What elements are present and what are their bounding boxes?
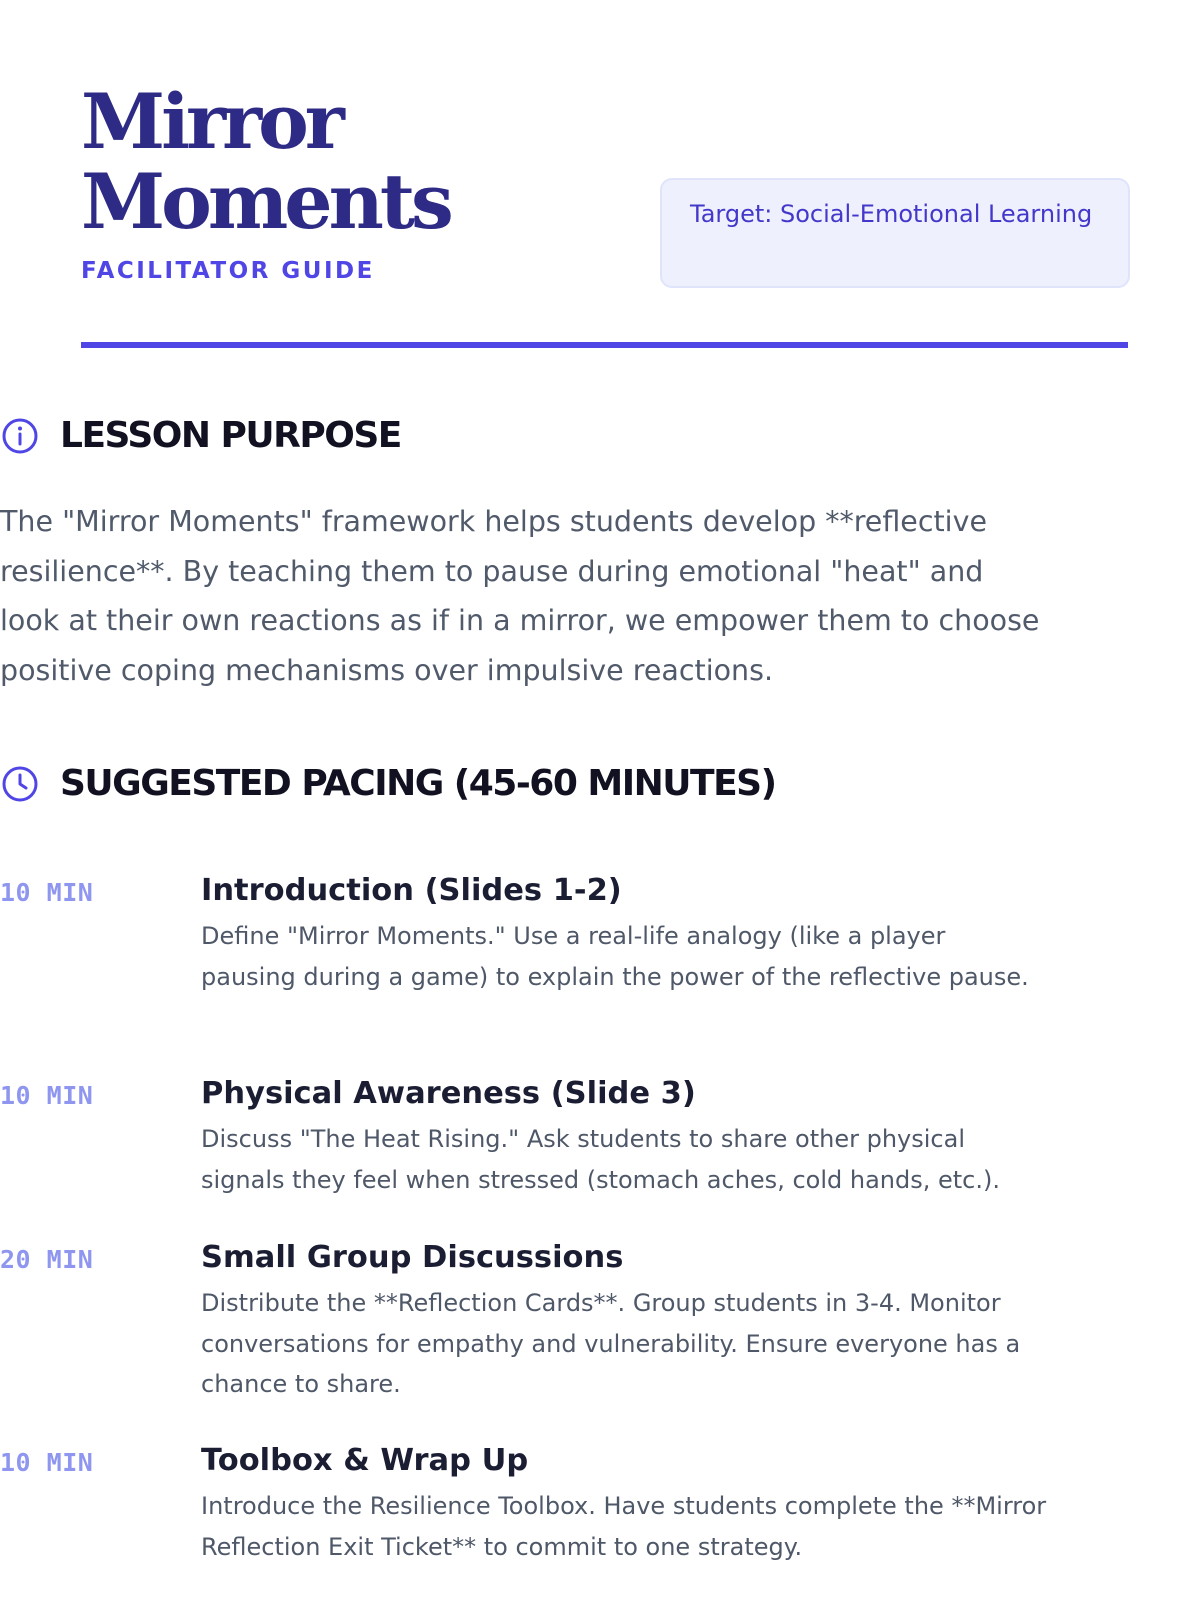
lesson-purpose-text: The "Mirror Moments" framework helps students develop **reflective resilience**. By teaching them to pause during emotional "heat" and look at their own reactions as if in a mirror, we empower them to choose positive coping mechanisms over impulsive reactions. <box>0 505 1040 687</box>
pacing-title: SUGGESTED PACING (45-60 MINUTES) <box>60 763 776 804</box>
pacing-body <box>201 1073 1047 1200</box>
pacing-heading <box>0 763 776 804</box>
info-circle-icon <box>0 416 40 456</box>
pacing-body <box>201 870 1047 997</box>
pacing-body <box>201 1440 1047 1567</box>
pacing-time: 20 MIN <box>0 1245 94 1274</box>
header-divider <box>81 342 1128 348</box>
pacing-item-description: Introduce the Resilience Toolbox. Have students complete the **Mirror Reflection Exit Ticket** to commit to one strategy. <box>201 1492 1047 1561</box>
guide-subtitle: FACILITATOR GUIDE <box>81 258 375 284</box>
clock-icon <box>0 764 40 804</box>
pacing-item-title: Physical Awareness (Slide 3) <box>201 1076 696 1111</box>
target-badge: Target: Social-Emotional Learning <box>660 178 1130 288</box>
pacing-time: 10 MIN <box>0 1081 94 1110</box>
pacing-item-title: Toolbox & Wrap Up <box>201 1443 529 1478</box>
guide-title <box>81 77 450 246</box>
pacing-item-title: Introduction (Slides 1-2) <box>201 873 622 908</box>
title-line-1: Mirror <box>81 77 341 166</box>
pacing-time: 10 MIN <box>0 878 94 907</box>
lesson-purpose-heading <box>0 415 401 456</box>
guide-header <box>81 0 1119 350</box>
title-line-2: Moments <box>81 157 450 246</box>
pacing-body <box>201 1237 1047 1405</box>
pacing-item-title: Small Group Discussions <box>201 1240 624 1275</box>
pacing-item-description: Distribute the **Reflection Cards**. Group students in 3-4. Monitor conversations for empathy and vulnerability. Ensure everyone has a chance to share. <box>201 1289 1021 1398</box>
lesson-purpose-title: LESSON PURPOSE <box>60 415 401 456</box>
pacing-item-description: Discuss "The Heat Rising." Ask students to share other physical signals they feel when stressed (stomach aches, cold hands, etc.). <box>201 1125 1000 1194</box>
pacing-item-description: Define "Mirror Moments." Use a real-life analogy (like a player pausing during a game) to explain the power of the reflective pause. <box>201 922 1029 991</box>
pacing-time: 10 MIN <box>0 1448 94 1477</box>
